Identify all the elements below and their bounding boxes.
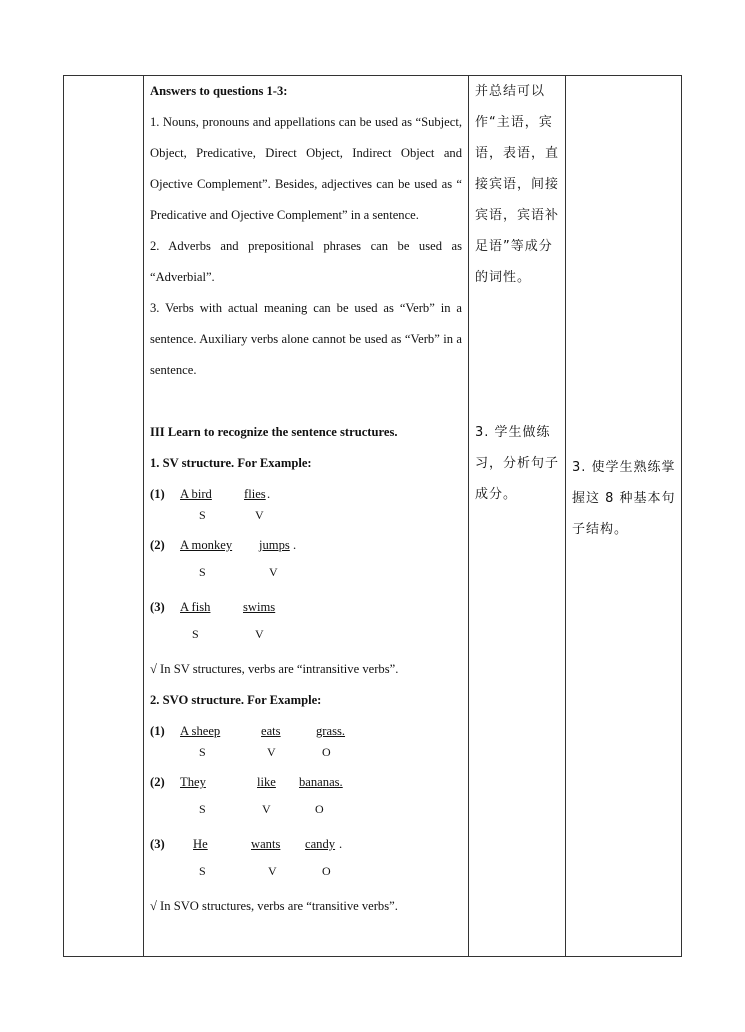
example-sentence [150, 592, 462, 623]
section-heading: III Learn to recognize the sentence structures. [150, 425, 398, 439]
teaching-content-column [143, 76, 468, 956]
lesson-table [63, 75, 682, 957]
activity-line: 宾语，宾语补 [475, 208, 560, 223]
sv-structure-title: 1. SV structure. For Example: [150, 456, 312, 470]
example-number: (1) [150, 724, 165, 738]
intent-line: 3. 使学生熟练掌 [572, 460, 676, 475]
example-number: (3) [150, 837, 165, 851]
verb-label: V [269, 565, 278, 579]
example-number: (1) [150, 487, 165, 501]
subject-word: A fish [180, 600, 211, 614]
example-sentence [150, 767, 462, 798]
verb-label: V [255, 508, 264, 522]
role-labels [150, 860, 462, 891]
activity-line: 习，分析句子 [475, 456, 560, 471]
subject-label: S [199, 508, 206, 522]
activity-line: 成分。 [475, 487, 518, 502]
verb-word: wants [251, 837, 281, 851]
answers-heading: Answers to questions 1-3: [150, 84, 288, 98]
svo-note: √ In SVO structures, verbs are “transitive verbs”. [150, 899, 398, 913]
verb-word: jumps [259, 538, 290, 552]
verb-word: eats [261, 724, 281, 738]
intent-line: 子结构。 [572, 522, 629, 537]
verb-word: swims [243, 600, 276, 614]
design-intent-column [565, 76, 682, 956]
role-labels [150, 561, 462, 592]
object-label: O [322, 864, 331, 878]
sv-note: √ In SV structures, verbs are “intransitive verbs”. [150, 662, 399, 676]
object-word: candy [305, 837, 336, 851]
example-number: (2) [150, 538, 165, 552]
intent-line: 握这 8 种基本句 [572, 491, 676, 506]
role-labels [150, 747, 462, 767]
example-sentence [150, 716, 462, 747]
example-sentence [150, 829, 462, 860]
activity-line: 足语”等成分 [475, 239, 553, 254]
role-labels [150, 798, 462, 829]
subject-label: S [192, 627, 199, 641]
verb-word: flies [244, 487, 266, 501]
activity-line: 语，表语，直 [475, 146, 560, 161]
activity-line: 3. 学生做练 [475, 425, 551, 440]
object-word: grass. [316, 724, 346, 738]
activity-line: 作“主语，宾 [475, 115, 553, 130]
sentence-end: . [267, 487, 271, 501]
object-label: O [322, 745, 331, 759]
sentence-end: . [293, 538, 297, 552]
student-activity-column [468, 76, 565, 956]
verb-label: V [255, 627, 264, 641]
subject-word: A bird [180, 487, 212, 501]
subject-label: S [199, 802, 206, 816]
example-number: (3) [150, 600, 165, 614]
subject-word: A sheep [180, 724, 221, 738]
verb-label: V [262, 802, 271, 816]
subject-word: They [180, 775, 206, 789]
subject-word: He [193, 837, 208, 851]
subject-label: S [199, 745, 206, 759]
example-number: (2) [150, 775, 165, 789]
subject-label: S [199, 565, 206, 579]
answer-2: 2. Adverbs and prepositional phrases can be used as “Adverbial”. [150, 239, 462, 284]
subject-label: S [199, 864, 206, 878]
sentence-end: . [339, 837, 343, 851]
object-label: O [315, 802, 324, 816]
role-labels [150, 510, 462, 530]
verb-label: V [268, 864, 277, 878]
example-sentence [150, 479, 462, 510]
activity-line: 并总结可以 [475, 84, 546, 99]
example-sentence [150, 530, 462, 561]
verb-word: like [257, 775, 276, 789]
svo-structure-title: 2. SVO structure. For Example: [150, 693, 322, 707]
role-labels [150, 623, 462, 654]
verb-label: V [267, 745, 276, 759]
activity-line: 接宾语，间接 [475, 177, 560, 192]
answer-1: 1. Nouns, pronouns and appellations can be used as “Subject, Object, Predicative, Direct Object, Indirect Object and Ojective Complement”. Besides, adjectives can be used as “ Predicative and Ojective Complement” in a sentence. [150, 115, 462, 222]
object-word: bananas. [299, 775, 343, 789]
subject-word: A monkey [180, 538, 233, 552]
activity-line: 的词性。 [475, 270, 532, 285]
answer-3: 3. Verbs with actual meaning can be used as “Verb” in a sentence. Auxiliary verbs alone cannot be used as “Verb” in a sentence. [150, 301, 462, 377]
